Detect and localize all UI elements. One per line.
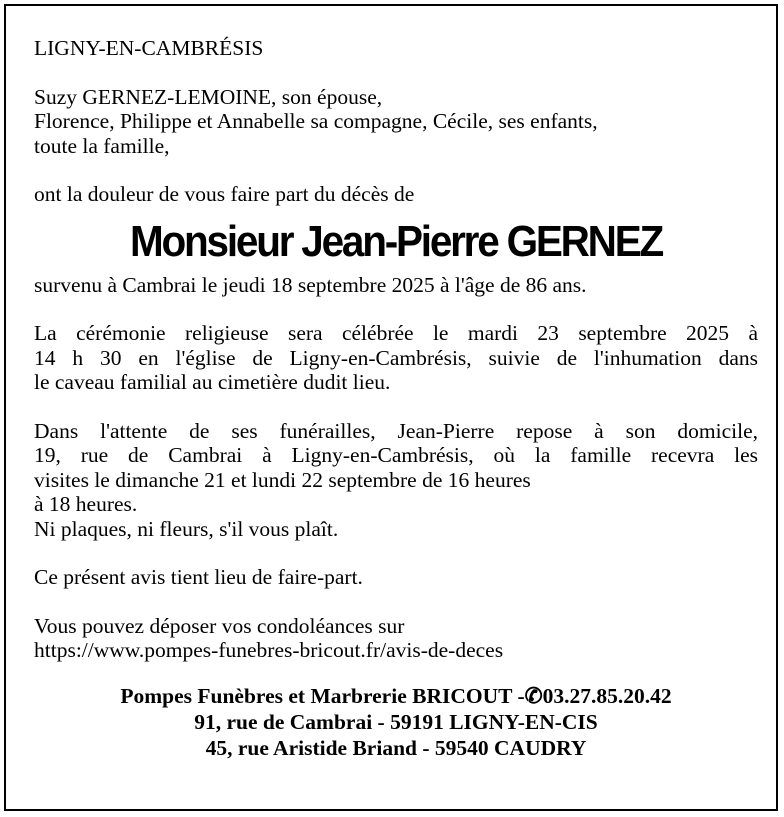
phone-icon: ✆ (524, 683, 543, 708)
visit-line: 19, rue de Cambrai à Ligny-en-Cambrésis, où la famille recevra les (34, 443, 758, 467)
ceremony-line: le caveau familial au cimetière dudit lieu. (34, 370, 391, 394)
condolences-link[interactable]: https://www.pompes-funebres-bricout.fr/avis-de-deces (34, 638, 504, 662)
visit-line: à 18 heures. (34, 492, 138, 516)
family-line: Suzy GERNEZ-LEMOINE, son épouse, (34, 84, 383, 109)
address-line-1: 91, rue de Cambrai - 59191 LIGNY-EN-CIS (194, 709, 598, 734)
visit-line: Dans l'attente de ses funérailles, Jean-Pierre repose à son domicile, (34, 418, 758, 443)
deceased-name: Monsieur Jean-Pierre GERNEZ (129, 216, 663, 266)
notice-text: Ce présent avis tient lieu de faire-part. (34, 565, 363, 589)
funeral-home-footer (34, 683, 758, 761)
visit-line: visites le dimanche 21 et lundi 22 septembre de 16 heures (34, 467, 531, 492)
location-heading: LIGNY-EN-CAMBRÉSIS (34, 36, 264, 60)
address-line-2: 45, rue Aristide Briand - 59540 CAUDRY (205, 735, 587, 760)
notice-content (34, 36, 758, 761)
ceremony-line: 14 h 30 en l'église de Ligny-en-Cambrésis, suivie de l'inhumation dans (34, 345, 758, 370)
ceremony-line: La cérémonie religieuse sera célébrée le mardi 23 septembre 2025 à (34, 321, 758, 345)
death-details: survenu à Cambrai le jeudi 18 septembre 2025 à l'âge de 86 ans. (34, 272, 587, 297)
family-line: toute la famille, (34, 133, 170, 158)
company-line (34, 683, 758, 709)
condolences-text: Vous pouvez déposer vos condoléances sur (34, 613, 405, 638)
company-name: Pompes Funèbres et Marbrerie BRICOUT - (120, 683, 525, 708)
ceremony-paragraph (34, 321, 758, 395)
visit-paragraph (34, 419, 758, 542)
company-phone: 03.27.85.20.42 (542, 683, 672, 708)
family-list (34, 85, 758, 159)
no-flowers-text: Ni plaques, ni fleurs, s'il vous plaît. (34, 516, 339, 541)
family-line: Florence, Philippe et Annabelle sa compagne, Cécile, ses enfants, (34, 109, 598, 133)
intro-text: ont la douleur de vous faire part du décès de (34, 182, 415, 206)
notice-frame (4, 4, 778, 811)
